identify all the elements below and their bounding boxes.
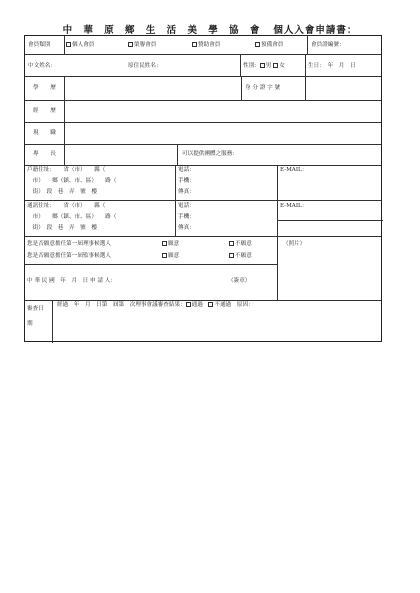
- household-address-line2: 市） 鄉（鎮、市、區） 路（: [27, 178, 117, 184]
- row-divider: [25, 264, 277, 265]
- col-divider: [177, 144, 178, 165]
- birthday-label: 生日： 年 月 日: [308, 63, 356, 69]
- supervisor-no[interactable]: 不願意: [229, 253, 252, 260]
- row-divider: [25, 144, 381, 145]
- household-mobile-label: 手機：: [178, 178, 195, 184]
- specialty-label: 專 長: [33, 151, 59, 157]
- col-divider: [277, 165, 278, 236]
- association-name: 中 華 原 鄉 生 活 美 學 協 會: [62, 25, 264, 36]
- row-divider: [25, 236, 381, 237]
- member-category-label: 會員類別: [28, 42, 51, 48]
- col-divider: [305, 54, 306, 76]
- household-phone-label: 電話：: [178, 167, 195, 173]
- checkbox-icon[interactable]: [128, 42, 133, 47]
- review-result-line: 經過 年 月 日第 屆第 次理事會議審查結果： 通過 不通過 原因：: [57, 302, 254, 308]
- mailing-fax-label: 傳真：: [178, 225, 195, 231]
- checkbox-icon[interactable]: [208, 302, 213, 307]
- col-divider: [64, 76, 65, 165]
- col-divider: [240, 54, 241, 76]
- checkbox-icon[interactable]: [186, 302, 191, 307]
- household-address-line3: 街） 段 巷 弄 號 樓: [27, 189, 97, 195]
- household-address-line1: 戶籍住址： 省（市） 縣（: [27, 167, 106, 173]
- form-subtitle: 個人入會申請書：: [273, 25, 358, 36]
- review-date-label-end: 期: [27, 321, 33, 327]
- option-sponsor[interactable]: 贊助會員: [192, 42, 220, 49]
- col-divider: [307, 36, 308, 54]
- option-preparatory[interactable]: 預備會員: [255, 42, 283, 49]
- review-date-label: 審查日: [27, 306, 44, 312]
- service-label: 可以提供團體之服務：: [182, 151, 238, 157]
- checkbox-icon[interactable]: [162, 253, 167, 258]
- application-date-line: 中 華 民 國 年 月 日 申 請 人：: [27, 278, 116, 284]
- education-label: 學 歷: [33, 85, 59, 91]
- checkbox-icon[interactable]: [255, 42, 260, 47]
- household-fax-label: 傳真：: [178, 189, 195, 195]
- household-email-label: E-MAIL：: [280, 167, 308, 173]
- experience-label: 經 歷: [33, 108, 59, 114]
- checkbox-icon[interactable]: [229, 241, 234, 246]
- photo-placeholder: （照片）: [283, 241, 306, 247]
- col-divider: [52, 300, 53, 343]
- supervisor-yes[interactable]: 願意: [162, 253, 179, 260]
- mailing-address-line3: 街） 段 巷 弄 號 樓: [27, 225, 97, 231]
- checkbox-icon[interactable]: [162, 241, 167, 246]
- member-number-label: 會員證編號：: [311, 42, 345, 48]
- director-no[interactable]: 不願意: [229, 241, 252, 248]
- col-divider: [241, 76, 242, 100]
- col-divider: [64, 36, 65, 54]
- checkbox-icon[interactable]: [260, 63, 265, 68]
- row-divider: [25, 300, 381, 301]
- col-divider: [277, 236, 278, 300]
- row-divider: [25, 200, 381, 201]
- mailing-address-line1: 通訊住址： 省（市） 縣（: [27, 203, 106, 209]
- row-divider: [25, 100, 381, 101]
- position-label: 現 職: [33, 130, 59, 136]
- indigenous-name-label: 原住民姓名：: [128, 63, 162, 69]
- checkbox-icon[interactable]: [66, 42, 71, 47]
- director-yes[interactable]: 願意: [162, 241, 179, 248]
- director-candidate-question: 您是否願意擔任第一屆理事候選人: [27, 241, 111, 247]
- mailing-email-label: E-MAIL：: [280, 203, 308, 209]
- row-divider: [25, 76, 381, 77]
- row-divider: [25, 54, 381, 55]
- form-title: [0, 22, 420, 36]
- checkbox-icon[interactable]: [192, 42, 197, 47]
- checkbox-icon[interactable]: [229, 253, 234, 258]
- row-divider: [25, 122, 381, 123]
- checkbox-icon[interactable]: [273, 63, 278, 68]
- option-individual[interactable]: 個人會員: [66, 42, 94, 49]
- signature-seal-label: （簽章）: [228, 278, 251, 284]
- mailing-address-line2: 市） 鄉（鎮、市、區） 路（: [27, 214, 117, 220]
- chinese-name-label: 中文姓名：: [28, 63, 56, 69]
- row-divider: [25, 165, 381, 166]
- col-divider: [305, 76, 306, 100]
- mailing-mobile-label: 手機：: [178, 214, 195, 220]
- mailing-phone-label: 電話：: [178, 203, 195, 209]
- membership-form: [24, 35, 382, 342]
- option-honorary[interactable]: 榮譽會員: [128, 42, 156, 49]
- supervisor-candidate-question: 您是否願意擔任第一屆監事候選人: [27, 253, 111, 259]
- col-divider: [175, 165, 176, 236]
- gender-field: 性別： 男 女: [243, 63, 285, 69]
- id-number-label: 身 分 證 字 號: [245, 85, 281, 91]
- row-divider: [277, 220, 383, 221]
